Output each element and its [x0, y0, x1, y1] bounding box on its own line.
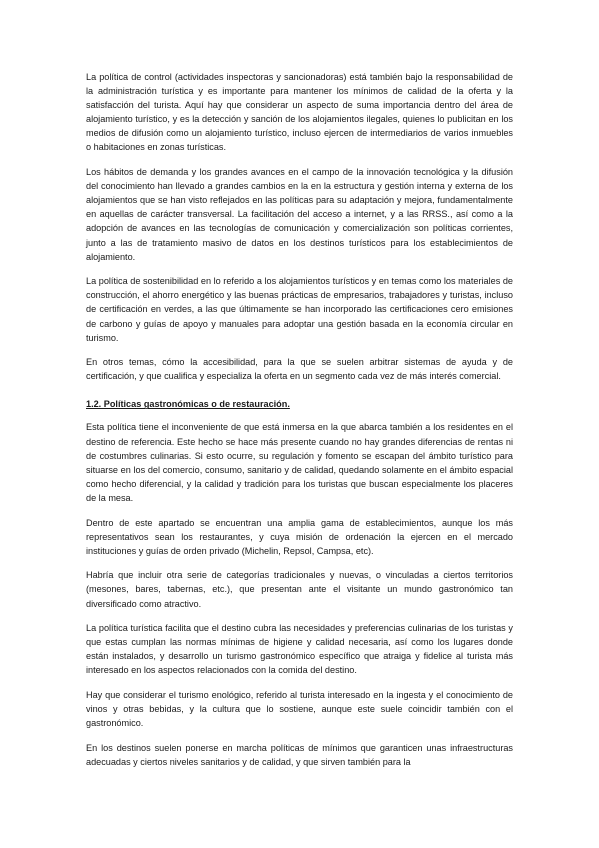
paragraph-tourism-policy: La política turística facilita que el destino cubra las necesidades y preferencias culinarias de los turistas y que estas cumplan las normas mínimas de higiene y calidad necesaria, así como los lugares donde están instalados, y desarrollo un turismo gastronómico específico que atraiga y fidelice al turista más interesado en los aspectos relacionados con la comida del destino. — [86, 623, 513, 676]
paragraph-minimum-policies: En los destinos suelen ponerse en marcha políticas de mínimos que garanticen unas infraestructuras adecuadas y ciertos niveles sanitarios y de calidad, y que sirven también para la — [86, 742, 513, 767]
paragraph-accessibility: En otros temas, cómo la accesibilidad, para la que se suelen arbitrar sistemas de ayuda y de certificación, y que cualifica y especializa la oferta en un segmento cada vez de más interés comercial. — [86, 357, 513, 382]
section-heading-gastronomy: 1.2. Políticas gastronómicas o de restauración. — [86, 399, 290, 410]
paragraph-demand-habits: Los hábitos de demanda y los grandes avances en el campo de la innovación tecnológica y la difusión del conocimiento han llevado a grandes cambios en la en la estructura y gestión interna y externa de los alojamientos que se han visto reflejados en las políticas para su adaptación y mejora, fundamentalmente en aquellas de carácter transversal. La facilitación del acceso a internet, y a las RRSS., así como a la adopción de avances en las tecnologías de comunicación y comercialización son políticas corrientes, junto a las de tratamiento masivo de datos en los destinos turísticos para los establecimientos de alojamiento. — [86, 167, 513, 262]
paragraph-establishments: Dentro de este apartado se encuentran una amplia gama de establecimientos, aunque los más representativos sean los restaurantes, y cuya misión de ordenación la ejercen en el mercado instituciones y guías de orden privado (Michelin, Repsol, Campsa, etc). — [86, 517, 513, 556]
paragraph-residents: Esta política tiene el inconveniente de que está inmersa en la que abarca también a los residentes en el destino de referencia. Este hecho se hace más presente cuando no hay grandes diferencias de rentas ni de costumbres culinarias. Si esto ocurre, su regulación y fomento se escapan del ámbito turístico para situarse en los del comercio, consumo, sanitario y de calidad, quedando solamente en el ámbito espacial como hecho diferencial, y la calidad y tradición para los turistas que buscan especialmente los placeres de la mesa. — [86, 422, 513, 503]
paragraph-enology: Hay que considerar el turismo enológico, referido al turista interesado en la ingesta y el conocimiento de vinos y otras bebidas, y la cultura que lo sostiene, aunque este suele coincidir también con el gastronómico. — [86, 689, 513, 729]
paragraph-control-policy: La política de control (actividades inspectoras y sancionadoras) está también bajo la responsabilidad de la administración turística y es importante para mantener los mínimos de calidad de la oferta y la satisfacción del turista. Aquí hay que considerar un aspecto de suma importancia dentro del área de alojamiento turístico, y es la detección y sanción de los alojamientos ilegales, quienes lo publicitan en los medios de difusión como un alojamiento turístico, incluso ejercen de intermediarios de varios inmuebles o habitaciones en zonas turísticas. — [86, 72, 513, 153]
paragraph-sustainability: La política de sostenibilidad en lo referido a los alojamientos turísticos y en temas como los materiales de construcción, el ahorro energético y las buenas prácticas de empresarios, trabajadores y turistas, incluso de certificación en verdes, a las que últimamente se han incorporado las certificaciones cero emisiones de carbono y guías de apoyo y manuales para adoptar una gestión basada en la economía circular en turismo. — [86, 276, 513, 343]
paragraph-categories: Habría que incluir otra serie de categorías tradicionales y nuevas, o vinculadas a ciertos territorios (mesones, bares, tabernas, etc.), que presentan ante el visitante un mundo gastronómico tan diversificado como atractivo. — [86, 570, 513, 609]
